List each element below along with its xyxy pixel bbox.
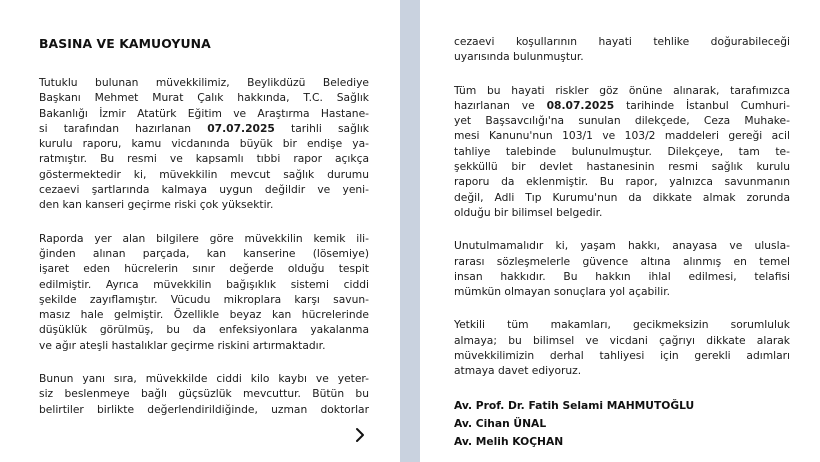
text-line: almaya; bu bilimsel ve vicdani çağrıyı dikkate alarak	[454, 333, 790, 347]
text-line: rarası sözleşmelerle güvence altına alınmış en temel	[454, 254, 790, 268]
text-segment: si tarafından hazırlanan	[39, 121, 208, 135]
text-line: edilmiştir. Ayrıca müvekkilin bağışıklık sistemi ciddi	[39, 277, 369, 291]
paragraph	[454, 34, 790, 65]
paragraph	[454, 238, 790, 299]
text-line: den kan kanseri geçirme riski çok yüksektir.	[39, 198, 274, 212]
paragraph	[454, 317, 790, 378]
signature-block	[454, 397, 820, 451]
text-line: tahliye talebinde bulunulmuştur. Dilekçeye, tam te-	[454, 144, 790, 158]
signature-name: Av. Cihan ÜNAL	[454, 416, 547, 430]
text-line: Bunun yanı sıra, müvekkilde ciddi kilo kaybı ve yeter-	[39, 372, 369, 386]
date-highlight: 08.07.2025	[546, 98, 615, 112]
text-line	[39, 121, 369, 136]
text-line: insan hakkıdır. Bu hakkın ihlal edilmesi, telafisi	[454, 269, 790, 283]
signature-name: Av. Prof. Dr. Fatih Selami MAHMUTOĞLU	[454, 398, 695, 412]
text-line: belirtiler birlikte değerlendirildiğinde, uzman doktorlar	[39, 402, 369, 416]
paragraph	[39, 371, 369, 417]
text-line: değil, Adli Tıp Kurumu'nun da dikkate almak zorunda	[454, 190, 790, 204]
document-heading: BASINA VE KAMUOYUNA	[39, 36, 211, 51]
page-left	[0, 0, 400, 462]
text-line: Raporda yer alan bilgilere göre müvekkilin kemik ili-	[39, 231, 369, 245]
text-line: mesi Kanunu'nun 103/1 ve 103/2 maddeleri gereği acil	[454, 129, 790, 143]
text-line: ğinden alınan parçada, kan kanserine (lösemiye)	[39, 246, 369, 260]
text-line: Bakanlığı İzmir Atatürk Eğitim ve Araştırma Hastane-	[39, 106, 369, 120]
text-line: raporu da eklenmiştir. Bu rapor, yalnızca savunmanın	[454, 175, 790, 189]
text-line: düşüklük görülmüş, bu da enfeksiyonlara yakalanma	[39, 323, 369, 337]
chevron-right-icon	[354, 427, 366, 443]
text-segment: hazırlanan ve	[454, 98, 547, 112]
text-line: müvekkilimizin derhal tahliyesi için gerekli adımları	[454, 349, 790, 363]
text-line: yet Başsavcılığı'na sunulan dilekçede, Ceza Muhake-	[454, 114, 790, 128]
next-page-button[interactable]	[350, 424, 370, 446]
text-line: şekküllü bir devlet hastanesinin resmi sağlık kurulu	[454, 160, 790, 174]
text-line: Yetkili tüm makamları, gecikmeksizin sorumluluk	[454, 318, 790, 332]
text-line	[454, 98, 790, 113]
text-line: mümkün olmayan sonuçlara yol açabilir.	[454, 285, 671, 299]
text-line: göstermektedir ki, müvekkilin mevcut sağlık durumu	[39, 167, 369, 181]
text-line: Başkanı Mehmet Murat Çalık hakkında, T.C. Sağlık	[39, 91, 369, 105]
text-line: şekilde zayıflamıştır. Vücudu mikroplara karşı savun-	[39, 292, 369, 306]
text-line: uyarısında bulunmuştur.	[454, 50, 584, 64]
text-line: atmaya davet ediyoruz.	[454, 364, 582, 378]
text-line: kurulu raporu, kamu vicdanında büyük bir endişe ya-	[39, 137, 369, 151]
text-line: cezaevi şartlarında kalmaya uygun değildir ve yeni-	[39, 183, 369, 197]
text-line: işaret eden hücrelerin sınır değerde olduğu tespit	[39, 262, 369, 276]
text-line: siz beslenmeye bağlı güçsüzlük mevcuttur. Bütün bu	[39, 387, 369, 401]
paragraph	[39, 75, 369, 213]
text-line: Tüm bu hayati riskler göz önüne alınarak, tarafımızca	[454, 83, 790, 97]
text-line: masız hale gelmiştir. Özellikle beyaz kan hücrelerinde	[39, 308, 369, 322]
text-segment: tarihinde İstanbul Cumhuri-	[614, 98, 790, 112]
signature-name: Av. Melih KOÇHAN	[454, 434, 564, 448]
page-right	[420, 0, 820, 462]
text-line: Tutuklu bulunan müvekkilimiz, Beylikdüzü Belediye	[39, 76, 369, 89]
text-line: ratmıştır. Bu resmi ve kapsamlı tıbbi rapor açıkça	[39, 152, 369, 166]
paragraph	[39, 231, 369, 353]
date-highlight: 07.07.2025	[207, 121, 275, 135]
paragraph	[454, 83, 790, 221]
text-segment: tarihli sağlık	[274, 121, 370, 135]
text-line: olduğu bir bilimsel belgedir.	[454, 205, 603, 219]
text-line: cezaevi koşullarının hayati tehlike doğurabileceği	[454, 35, 790, 48]
text-line: ve ağır ateşli hastalıklar geçirme riskini artırmaktadır.	[39, 338, 326, 352]
text-line: Unutulmamalıdır ki, yaşam hakkı, anayasa ve ulusla-	[454, 239, 790, 253]
